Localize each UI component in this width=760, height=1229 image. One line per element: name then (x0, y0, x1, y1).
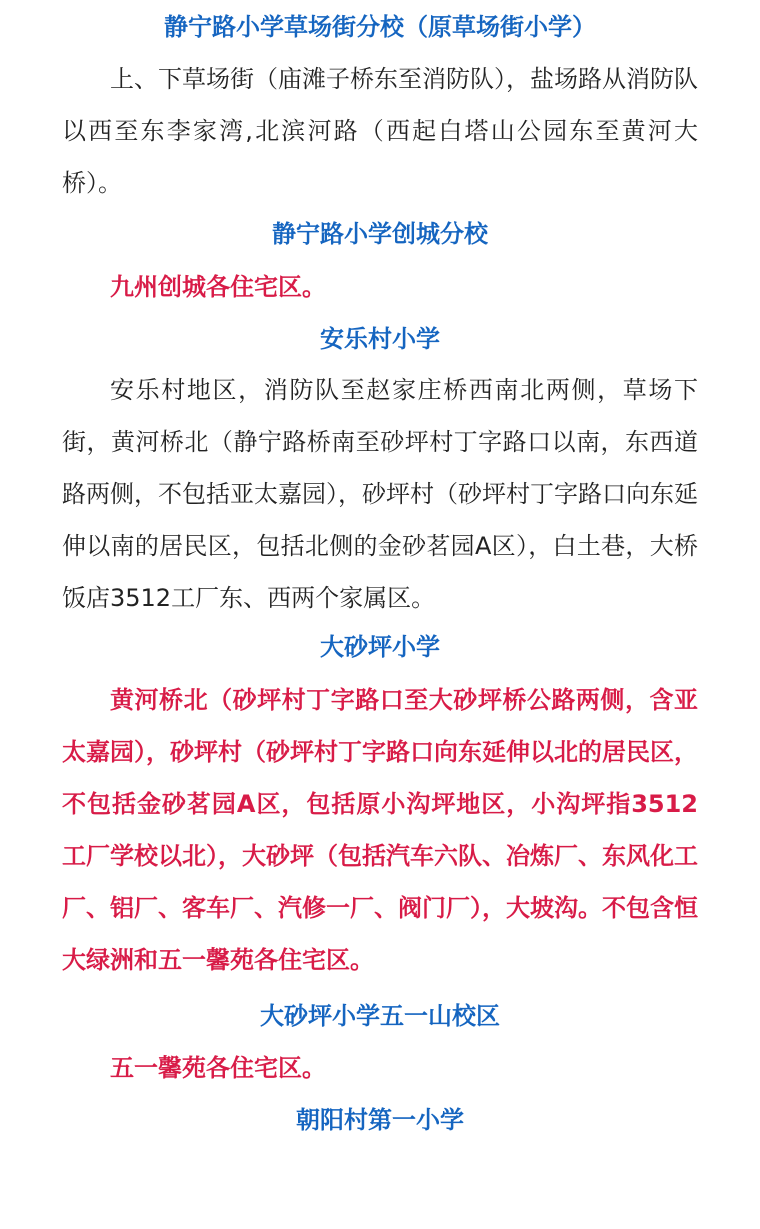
school-heading-anlecun: 安乐村小学 (320, 325, 440, 353)
school-heading-chaoyangcun: 朝阳村第一小学 (296, 1106, 464, 1134)
district-text-anlecun: 安乐村地区，消防队至赵家庄桥西南北两侧，草场下街，黄河桥北（静宁路桥南至砂坪村丁字路口以南，东西道路两侧，不包括亚太嘉园），砂坪村（砂坪村丁字路口向东延伸以南的居民区，包括北侧的金砂茗园A区），白土巷，大桥饭店3512工厂东、西两个家属区。 (62, 376, 698, 612)
school-heading-caochangjie: 静宁路小学草场街分校（原草场街小学） (164, 13, 596, 41)
district-text-chuangcheng: 九州创城各住宅区。 (110, 273, 326, 301)
district-text-caochangjie: 上、下草场街（庙滩子桥东至消防队），盐场路从消防队以西至东李家湾,北滨河路（西起白塔山公园东至黄河大桥）。 (62, 65, 698, 197)
school-heading-chuangcheng: 静宁路小学创城分校 (272, 220, 488, 248)
district-text-dashaping: 黄河桥北（砂坪村丁字路口至大砂坪桥公路两侧，含亚太嘉园），砂坪村（砂坪村丁字路口向东延伸以北的居民区，不包括金砂茗园A区，包括原小沟坪地区，小沟坪指3512工厂学校以北），大砂坪（包括汽车六队、冶炼厂、东风化工厂、铝厂、客车厂、汽修一厂、阀门厂），大坡沟。不包含恒大绿洲和五一馨苑各住宅区。 (62, 686, 698, 974)
school-heading-wuyishan: 大砂坪小学五一山校区 (260, 1002, 500, 1030)
district-text-wuyishan: 五一馨苑各住宅区。 (110, 1054, 326, 1082)
school-heading-dashaping: 大砂坪小学 (320, 633, 440, 661)
